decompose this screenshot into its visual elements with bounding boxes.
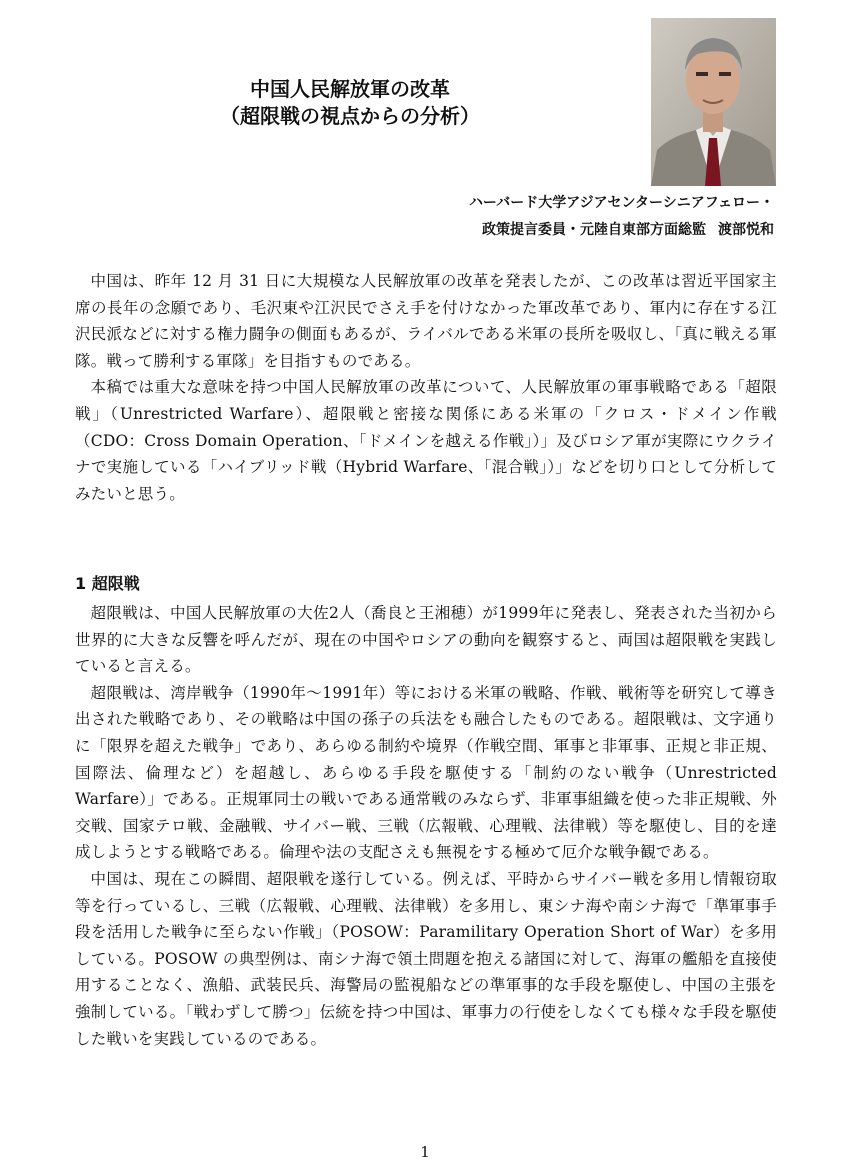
section-paragraph: 中国は、現在この瞬間、超限戦を遂行している。例えば、平時からサイバー戦を多用し情報窃取等を行っているし、三戦（広報戦、心理戦、法律戦）を多用し、東シナ海や南シナ海で「準軍事手段を活用した戦争に至らない作戦」（POSOW：Paramilitary Operation Short of War）を多用している。POSOW の典型例は、南シナ海で領土問題を抱える諸国に対して、海軍の艦船を直接使用することなく、漁船、武装民兵、海警局の監視船などの準軍事的な手段を駆使し、中国の主張を強制している。「戦わずして勝つ」伝統を持つ中国は、軍事力の行使をしなくても様々な手段を駆使した戦いを実践しているのである。 bbox=[75, 869, 777, 1048]
author-affiliation-2-text: 政策提言委員・元陸自東部方面総監 bbox=[482, 222, 706, 238]
section-paragraph: 超限戦は、中国人民解放軍の大佐2人（喬良と王湘穂）が1999年に発表し、発表された当初から世界的に大きな反響を呼んだが、現在の中国やロシアの動向を観察すると、両国は超限戦を実践していると言える。 bbox=[75, 604, 777, 676]
author-name: 渡部悦和 bbox=[718, 222, 774, 238]
author-affiliation-2 bbox=[380, 220, 774, 240]
section-1-body bbox=[75, 600, 777, 1052]
author-photo bbox=[651, 18, 776, 186]
intro-section bbox=[75, 268, 777, 507]
page-number: 1 bbox=[420, 1143, 430, 1161]
intro-paragraph: 本稿では重大な意味を持つ中国人民解放軍の改革について、人民解放軍の軍事戦略である「超限戦」（Unrestricted Warfare）、超限戦と密接な関係にある米軍の「クロス・ドメイン作戦（CDO：Cross Domain Operation、「ドメインを越える作戦」）」及びロシア軍が実際にウクライナで実施している「ハイブリッド戦（Hybrid Warfare、「混合戦」）」などを切り口として分析してみたいと思う。 bbox=[75, 378, 777, 503]
section-heading: 1 超限戦 bbox=[75, 574, 140, 593]
section-paragraph: 超限戦は、湾岸戦争（1990年～1991年）等における米軍の戦略、作戦、戦術等を研究して導き出された戦略であり、その戦略は中国の孫子の兵法をも融合したものである。超限戦は、文字通りに「限界を超えた戦争」であり、あらゆる制約や境界（作戦空間、軍事と非軍事、正規と非正規、国際法、倫理など）を超越し、あらゆる手段を駆使する「制約のない戦争（Unrestricted Warfare）」である。正規軍同士の戦いである通常戦のみならず、非軍事組織を使った非正規戦、外交戦、国家テロ戦、金融戦、サイバー戦、三戦（広報戦、心理戦、法律戦）等を駆使し、目的を達成しようとする戦略である。倫理や法の支配さえも無視をする極めて厄介な戦争観である。 bbox=[75, 683, 777, 862]
document-title bbox=[180, 76, 520, 130]
author-affiliation-1: ハーバード大学アジアセンターシニアフェロー・ bbox=[468, 195, 774, 211]
title-line-2: （超限戦の視点からの分析） bbox=[220, 104, 480, 128]
title-line-1: 中国人民解放軍の改革 bbox=[250, 77, 450, 101]
intro-paragraph: 中国は、昨年 12 月 31 日に大規模な人民解放軍の改革を発表したが、この改革は習近平国家主席の長年の念願であり、毛沢東や江沢民でさえ手を付けなかった軍改革であり、軍内に存在する江沢民派などに対する権力闘争の側面もあるが、ライバルである米軍の長所を吸収し、「真に戦える軍隊。戦って勝利する軍隊」を目指すものである。 bbox=[75, 272, 777, 370]
